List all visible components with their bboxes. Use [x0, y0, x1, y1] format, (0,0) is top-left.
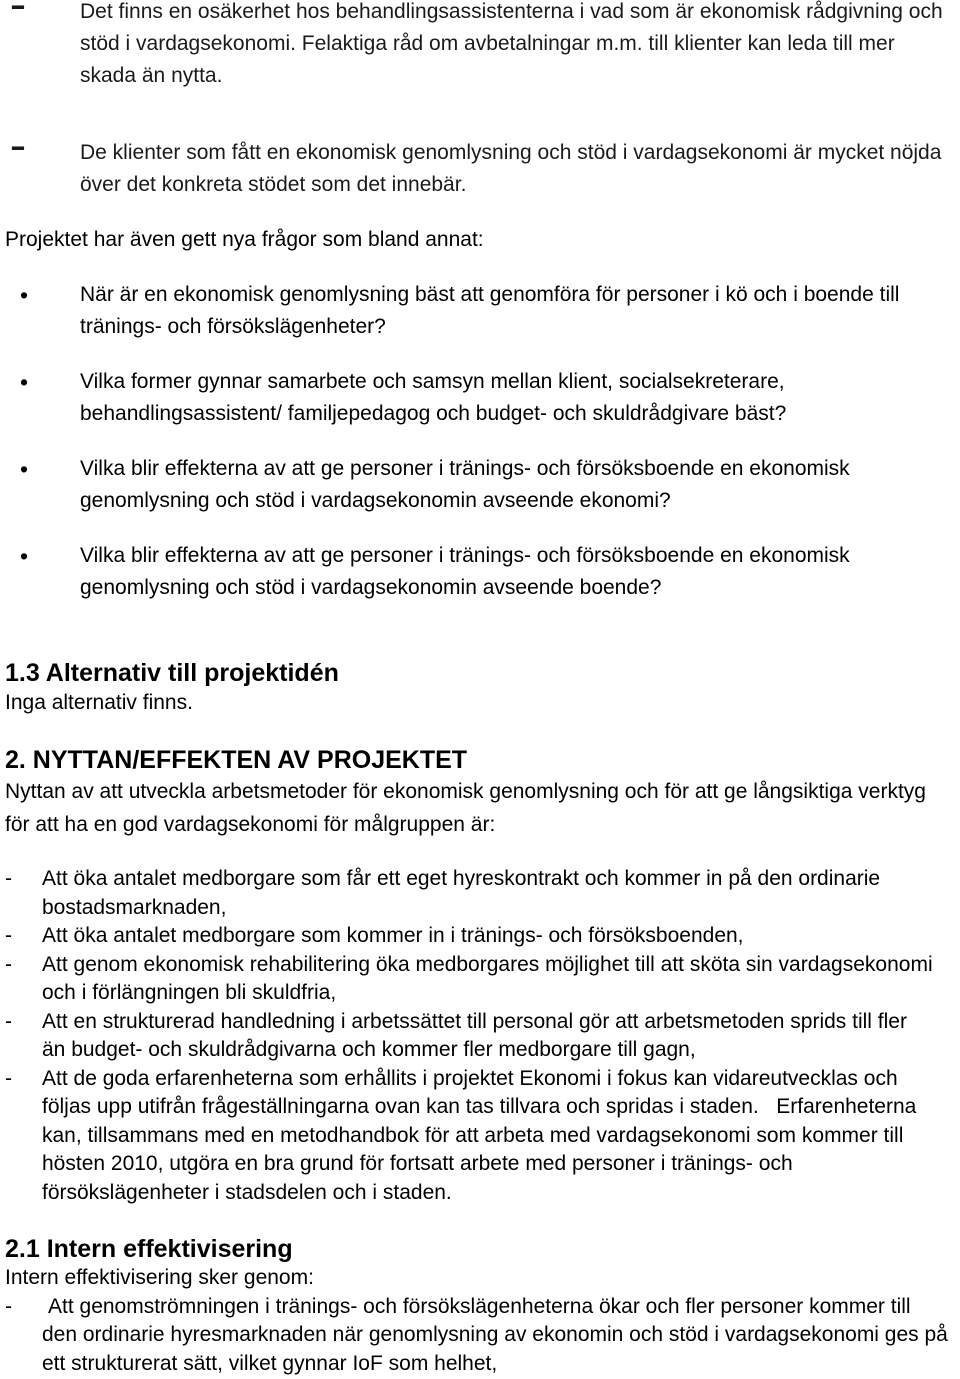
text-line: kan, tillsammans med en metodhandbok för att arbeta med vardagsekonomi som kommer till: [42, 1123, 904, 1147]
text-line: tränings- och försökslägenheter?: [80, 315, 386, 338]
dash-marker: -: [5, 924, 12, 947]
text-line: Vilka blir effekterna av att ge personer i tränings- och försöksboende en ekonomisk: [80, 457, 850, 480]
intro-paragraph: [0, 224, 960, 256]
benefit-dash-list: [0, 865, 960, 1207]
text-line: Att öka antalet medborgare som kommer in i tränings- och försöksboenden,: [42, 924, 744, 947]
text-line: behandlingsassistent/ familjepedagog och budget- och skuldrådgivare bäst?: [80, 402, 787, 425]
text-line: följas upp utifrån frågeställningarna ovan kan tas tillvara och spridas i staden. Erfarenheterna: [42, 1095, 917, 1118]
section-heading: 2.1 Intern effektivisering: [5, 1235, 293, 1263]
text-line: skada än nytta.: [80, 64, 223, 87]
dash-marker: -: [10, 0, 26, 22]
text-line: bostadsmarknaden,: [42, 895, 227, 919]
list-item: [0, 279, 960, 343]
list-item: [0, 951, 960, 1008]
efficiency-dash-list: [0, 1293, 960, 1379]
text-line: Det finns en osäkerhet hos behandlingsassistenterna i vad som är ekonomisk rådgivning och: [80, 0, 943, 23]
top-dash-list: [0, 0, 960, 201]
text-line: stöd i vardagsekonomi. Felaktiga råd om avbetalningar m.m. till klienter kan leda till mer: [80, 32, 895, 55]
bullet-marker: •: [20, 282, 29, 308]
question-bullet-list: [0, 279, 960, 604]
dash-marker: -: [10, 130, 26, 163]
list-item: [0, 922, 960, 951]
text-line: Intern effektivisering sker genom:: [5, 1266, 314, 1289]
list-item: [0, 1293, 960, 1379]
dash-marker: -: [5, 867, 12, 890]
text-line: Nyttan av att utveckla arbetsmetoder för ekonomisk genomlysning och för att ge långsiktiga verktyg: [5, 780, 926, 803]
text-line: Vilka former gynnar samarbete och samsyn mellan klient, socialsekreterare,: [80, 370, 785, 393]
dash-marker: -: [5, 1066, 12, 1090]
bullet-marker: •: [20, 456, 29, 482]
text-line: Att en strukturerad handledning i arbetssättet till personal gör att arbetsmetoden sprids till fler: [42, 1009, 907, 1033]
list-item: [0, 1008, 960, 1065]
list-item: [0, 0, 960, 92]
text-line: Att de goda erfarenheterna som erhållits i projektet Ekonomi i fokus kan vidareutvecklas och: [42, 1066, 898, 1090]
section-2: [0, 745, 960, 1207]
text-line: försökslägenheter i stadsdelen och i staden.: [42, 1180, 452, 1204]
text-line: hösten 2010, utgöra en bra grund för fortsatt arbete med personer i tränings- och: [42, 1152, 793, 1175]
dash-marker: -: [5, 1294, 12, 1318]
list-item: [0, 865, 960, 922]
text-line: än budget- och skuldrådgivarna och kommer fler medborgare till gagn,: [42, 1038, 696, 1061]
list-item: [0, 130, 960, 201]
text-line: för att ha en god vardagsekonomi för målgruppen är:: [5, 813, 496, 836]
text-line: De klienter som fått en ekonomisk genomlysning och stöd i vardagsekonomi är mycket nöjda: [80, 141, 942, 164]
list-item: [0, 1065, 960, 1208]
text-line: Att öka antalet medborgare som får ett eget hyreskontrakt och kommer in på den ordinarie: [42, 867, 881, 890]
text-line: När är en ekonomisk genomlysning bäst att genomföra för personer i kö och i boende till: [80, 283, 900, 306]
text-line: genomlysning och stöd i vardagsekonomin avseende boende?: [80, 576, 662, 599]
paragraph: [0, 688, 960, 718]
text-line: genomlysning och stöd i vardagsekonomin avseende ekonomi?: [80, 489, 671, 512]
bullet-marker: •: [20, 369, 29, 395]
text-line: Projektet har även gett nya frågor som bland annat:: [5, 228, 484, 251]
list-item: [0, 540, 960, 604]
section-heading: 1.3 Alternativ till projektidén: [5, 659, 339, 687]
text-line: den ordinarie hyresmarknaden när genomlysning av ekonomin och stöd i vardagsekonomi ges på: [42, 1323, 948, 1346]
text-line: Att genomströmningen i tränings- och försökslägenheterna ökar och fler personer kommer till: [48, 1294, 911, 1318]
paragraph: [0, 775, 960, 841]
bullet-marker: •: [20, 543, 29, 569]
text-line: över det konkreta stödet som det innebär.: [80, 173, 467, 196]
text-line: ett strukturerat sätt, vilket gynnar IoF som helhet,: [42, 1351, 498, 1375]
section-heading: 2. NYTTAN/EFFEKTEN AV PROJEKTET: [5, 746, 468, 774]
text-line: Vilka blir effekterna av att ge personer i tränings- och försöksboende en ekonomisk: [80, 544, 850, 567]
text-line: Att genom ekonomisk rehabilitering öka medborgares möjlighet till att sköta sin vardagsekonomi: [42, 952, 933, 976]
list-item: [0, 366, 960, 430]
section-2-1: [0, 1234, 960, 1378]
dash-marker: -: [5, 1009, 12, 1033]
dash-marker: -: [5, 952, 12, 976]
text-line: Inga alternativ finns.: [5, 691, 193, 714]
list-item: [0, 453, 960, 517]
text-line: och i förlängningen bli skuldfria,: [42, 981, 337, 1004]
paragraph: [0, 1264, 960, 1293]
section-1-3: [0, 658, 960, 718]
